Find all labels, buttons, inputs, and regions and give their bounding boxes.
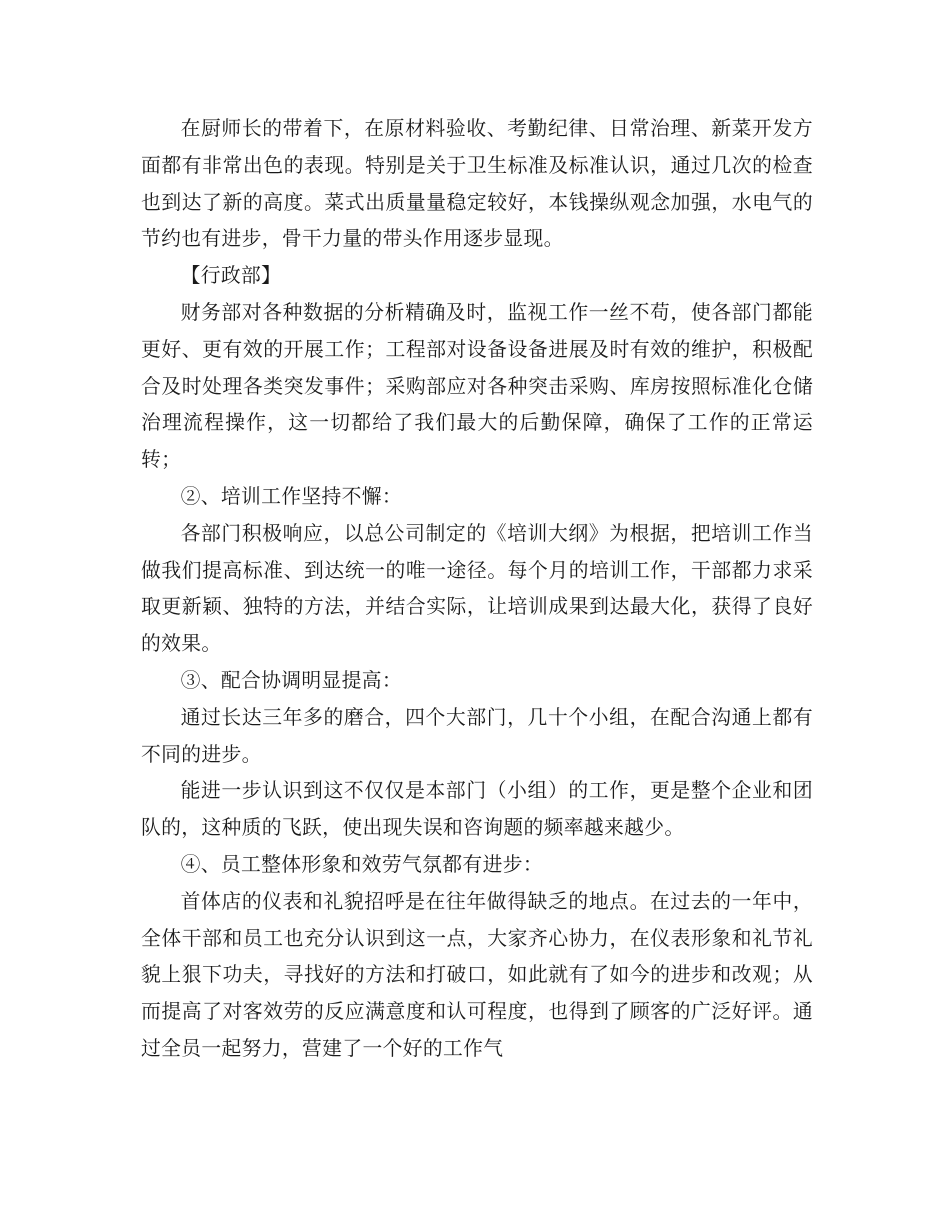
paragraph-image-service: 首体店的仪表和礼貌招呼是在往年做得缺乏的地点。在过去的一年中，全体干部和员工也充分认识到这一点，大家齐心协力，在仪表形象和礼节礼貌上狠下功夫，寻找好的方法和打破口，如此就有了如今的进步和改观；从而提高了对客效劳的反应满意度和认可程度，也得到了顾客的广泛好评。通过全员一起努力，营建了一个好的工作气 bbox=[141, 889, 813, 1060]
paragraph-admin: 财务部对各种数据的分析精确及时，监视工作一丝不苟，使各部门都能更好、更有效的开展工作；工程部对设备设备进展及时有效的维护，积极配合及时处理各类突发事件；采购部应对各种突击采购、库房按照标准化仓储治理流程操作，这一切都给了我们最大的后勤保障，确保了工作的正常运转； bbox=[141, 300, 813, 472]
section-heading-admin: 【行政部】 bbox=[180, 264, 282, 288]
body-text bbox=[141, 111, 813, 1068]
paragraph-training: 各部门积极响应，以总公司制定的《培训大纲》为根据，把培训工作当做我们提高标准、到达统一的唯一途径。每个月的培训工作，干部都力求采取更新颖、独特的方法，并结合实际，让培训成果到达最大化，获得了良好的效果。 bbox=[141, 521, 813, 656]
heading-training: ②、培训工作坚持不懈： bbox=[180, 484, 403, 508]
heading-image-service: ④、员工整体形象和效劳气氛都有进步： bbox=[180, 852, 543, 876]
paragraph-kitchen: 在厨师长的带着下，在原材料验收、考勤纪律、日常治理、新菜开发方面都有非常出色的表现。特别是关于卫生标准及标准认识，通过几次的检查也到达了新的高度。菜式出质量量稳定较好，本钱操纵观念加强，水电气的节约也有进步，骨干力量的带头作用逐步显现。 bbox=[141, 117, 813, 251]
paragraph-awareness: 能进一步认识到这不仅仅是本部门（小组）的工作，更是整个企业和团队的，这种质的飞跃，使出现失误和咨询题的频率越来越少。 bbox=[141, 779, 813, 840]
heading-coordination: ③、配合协调明显提高： bbox=[180, 668, 403, 692]
paragraph-coordination: 通过长达三年多的磨合，四个大部门，几十个小组，在配合沟通上都有不同的进步。 bbox=[141, 705, 813, 766]
